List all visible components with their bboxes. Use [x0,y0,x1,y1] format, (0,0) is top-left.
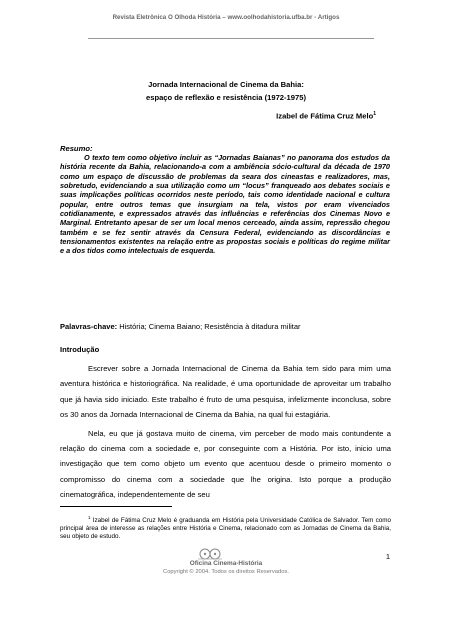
footnote-paragraph [60,514,391,541]
footnote-marker: 1 [88,515,91,520]
footnote-text: Izabel de Fátima Cruz Melo é graduanda em História pela Universidade Católica de Salvador. Tem como principal área de interesse as relações entre História e Cinema, relacionado com as Jornadas de Cinema da Bahia, seu objeto de estudo. [60,517,391,541]
author-text: Izabel de Fátima Cruz Melo [276,111,374,121]
introduction-heading: Introdução [60,345,100,354]
footnote-divider [60,506,172,507]
keywords [60,322,400,331]
paragraph-2: Nela, eu que já gostava muito de cinema, vim perceber de modo mais contundente a relação do cinema com a sociedade e, por conseguinte com a História. Por isto, inicio uma investigação que tem como objeto um evento que acentuou desde o primeiro momento o compromisso do cinema com a sociedade que lhe origina. Isto porque a produção cinematográfica, independentemente de seu [60,428,391,500]
copyright-notice: Copyright © 2004. Todos os direitos Reservados. [163,569,289,575]
keywords-label: Palavras-chave: [60,322,118,331]
running-header: Revista Eletrônica O Olhoda História – www.oolhodahistoria.ufba.br - Artigos [112,14,340,21]
abstract-label: Resumo: [60,144,93,153]
film-reel-logo-icon [196,547,224,561]
page-number: 1 [385,552,390,561]
abstract-text: O texto tem como objetivo incluir as “Jornadas Baianas” no panorama dos estudos da história recente da Bahia, relacionando-a com a ambiência sócio-cultural da década de 1970 como um espaço de discussão de problemas da seara dos cineastas e realizadores, mas, sobretudo, evidenciando a sua utilização como um “locus” franqueado aos debates sociais e suas implicações políticas ocorridos neste período, tais como identidade nacional e cultura popular, entre outros temas que insurgiam na tela, vistos por eram vivenciados cotidianamente, e expressados através das influências e referências dos Cinemas Novo e Marginal. Entretanto apesar de ser um local menos cerceado, ainda assim, repressão chegou também e se fez sentir através da Censura Federal, evidenciando as discordâncias e tensionamentos existentes na relação entre as propostas sociais e políticas do regime militar e a dos tidos como intelectuais de esquerda. [60,153,390,256]
author-footnote-marker[interactable]: 1 [373,111,376,117]
title-line-2: espaço de reflexão e resistência (1972-1975) [146,93,306,102]
author-name [276,111,376,121]
title-line-1: Jornada Internacional de Cinema da Bahia: [148,80,304,89]
keywords-text: História; Cinema Baiano; Resistência à ditadura militar [119,322,301,331]
paragraph-1: Escrever sobre a Jornada Internacional de Cinema da Bahia tem sido para mim uma aventura histórica e historiográfica. Na realidade, é uma oportunidade de aproveitar um trabalho que já havia sido iniciado. Este trabalho é fruto de uma pesquisa, infelizmente inconclusa, sobre os 30 anos da Jornada Internacional de Cinema da Bahia, na qual fui estagiária. [60,364,391,420]
footnote [60,514,391,541]
abstract-body [60,153,390,256]
publisher-name: Oficina Cinema-História [189,560,263,567]
introduction-body [60,361,391,506]
article-title [0,78,452,104]
header-divider [88,38,374,39]
